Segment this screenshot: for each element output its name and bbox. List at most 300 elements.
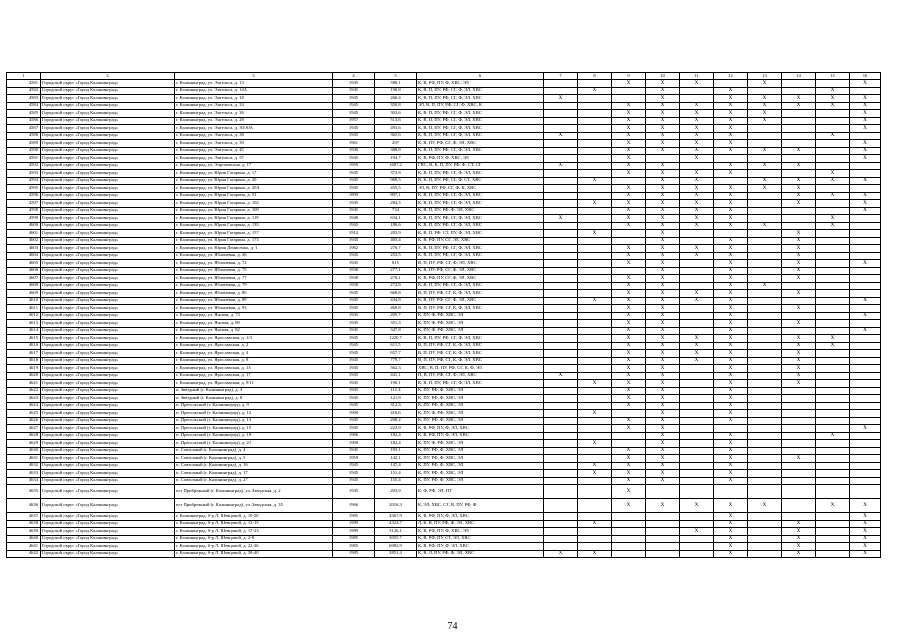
mark-cell (748, 342, 782, 350)
mark-cell (578, 110, 612, 118)
municipality-cell: Городской округ «Город Калининград» (41, 402, 175, 410)
mark-cell (748, 477, 782, 485)
mark-cell (816, 140, 850, 148)
mark-cell (578, 237, 612, 245)
mark-cell (646, 520, 680, 528)
mark-cell: Х (646, 342, 680, 350)
municipality-cell: Городской округ «Город Калининград» (41, 520, 175, 528)
mark-cell: Х (680, 290, 714, 298)
municipality-cell: Городской округ «Город Калининград» (41, 125, 175, 133)
mark-cell: Х (646, 417, 680, 425)
mark-cell: Х (646, 117, 680, 125)
mark-cell: Х (714, 147, 748, 155)
mark-cell: Х (612, 80, 646, 88)
mark-cell (816, 320, 850, 328)
mark-cell (816, 417, 850, 425)
mark-cell (748, 455, 782, 463)
mark-cell: Х (714, 535, 748, 543)
mark-cell: Х (782, 162, 816, 170)
mark-cell (646, 535, 680, 543)
year-cell: 1945 (333, 402, 375, 410)
mark-cell: Х (816, 342, 850, 350)
mark-cell: Х (612, 140, 646, 148)
mark-cell (850, 470, 881, 478)
municipality-cell: Городской округ «Город Калининград» (41, 215, 175, 223)
mark-cell (680, 320, 714, 328)
address-cell: г. Калининград, ул. Юрия Гагарина, д. 102 (175, 200, 333, 208)
address-cell: п. Совхозный (г. Калининград), д. 16 (175, 462, 333, 470)
municipality-cell: Городской округ «Город Калининград» (41, 222, 175, 230)
mark-cell: Х (578, 87, 612, 95)
year-cell: 1945 (333, 335, 375, 343)
mark-cell (680, 95, 714, 103)
mark-cell (578, 267, 612, 275)
mark-cell (782, 402, 816, 410)
mark-cell (680, 485, 714, 499)
mark-cell (544, 327, 578, 335)
mark-cell: Х (612, 372, 646, 380)
row-number-cell: 4624 (7, 402, 41, 410)
table-row (7, 125, 881, 133)
mark-cell (850, 342, 881, 350)
mark-cell (850, 162, 881, 170)
mark-cell: Х (714, 447, 748, 455)
municipality-cell: Городской округ «Город Калининград» (41, 252, 175, 260)
mark-cell (544, 513, 578, 521)
mark-cell (578, 147, 612, 155)
mark-cell: Х (714, 380, 748, 388)
table-row (7, 275, 881, 283)
mark-cell: Х (646, 425, 680, 433)
mark-cell (782, 499, 816, 513)
mark-cell: Х (748, 147, 782, 155)
mark-cell: Х (714, 387, 748, 395)
mark-cell: Х (714, 132, 748, 140)
mark-cell: Х (612, 402, 646, 410)
row-number-cell: 4613 (7, 320, 41, 328)
year-cell: 1985 (333, 543, 375, 551)
address-cell: г. Калининград, ул. Юрия Денисенко, д. 1 (175, 245, 333, 253)
mark-cell: Х (646, 80, 680, 88)
mark-cell: Х (646, 350, 680, 358)
mark-cell (748, 432, 782, 440)
mark-cell (680, 432, 714, 440)
mark-cell (646, 485, 680, 499)
mark-cell (816, 402, 850, 410)
table-row (7, 147, 881, 155)
table-row (7, 365, 881, 373)
table-row (7, 485, 881, 499)
column-number-cell: 16 (850, 73, 881, 80)
mark-cell: Х (714, 365, 748, 373)
table-row (7, 185, 881, 193)
address-cell: г. Калининград, ул. Энгельса, д. 28 (175, 117, 333, 125)
mark-cell: Х (714, 305, 748, 313)
mark-cell: Х (714, 462, 748, 470)
mark-cell: Х (646, 245, 680, 253)
table-row (7, 477, 881, 485)
work-types-cell: К, В, РФ, ПУ, Ф, ЭЛ, ХВС (417, 513, 544, 521)
mark-cell (782, 470, 816, 478)
work-types-cell: К, В, П, ПУ, РФ, СГ, Ф, ЭЛ, ХВС (417, 170, 544, 178)
year-cell: 1945 (333, 342, 375, 350)
table-row (7, 140, 881, 148)
municipality-cell: Городской округ «Город Калининград» (41, 177, 175, 185)
row-number-cell: 4612 (7, 312, 41, 320)
row-number-cell: 4581 (7, 80, 41, 88)
mark-cell (544, 230, 578, 238)
mark-cell (816, 230, 850, 238)
mark-cell (816, 365, 850, 373)
mark-cell (748, 155, 782, 163)
mark-cell: Х (714, 237, 748, 245)
mark-cell: Х (850, 80, 881, 88)
mark-cell (578, 387, 612, 395)
row-number-cell: 4618 (7, 357, 41, 365)
mark-cell (578, 252, 612, 260)
mark-cell (748, 543, 782, 551)
mark-cell (544, 155, 578, 163)
table-row (7, 535, 881, 543)
table-row (7, 207, 881, 215)
mark-cell: Х (646, 410, 680, 418)
mark-cell (816, 410, 850, 418)
row-number-cell: 4642 (7, 550, 41, 558)
mark-cell (544, 365, 578, 373)
area-cell: 223,9 (375, 425, 417, 433)
mark-cell: Х (544, 95, 578, 103)
mark-cell (816, 200, 850, 208)
municipality-cell: Городской округ «Город Калининград» (41, 80, 175, 88)
mark-cell: Х (782, 192, 816, 200)
work-types-cell: В, П, ПУ, РФ, СГ, К, Ф, ЭЛ, ХВС (417, 290, 544, 298)
mark-cell (748, 245, 782, 253)
table-row (7, 87, 881, 95)
municipality-cell: Городской округ «Город Калининград» (41, 410, 175, 418)
table-row (7, 282, 881, 290)
mark-cell (680, 455, 714, 463)
mark-cell: Х (612, 327, 646, 335)
mark-cell (850, 380, 881, 388)
mark-cell: Х (578, 200, 612, 208)
area-cell: 3055,7 (375, 535, 417, 543)
mark-cell: Х (646, 447, 680, 455)
municipality-cell: Городской округ «Город Калининград» (41, 342, 175, 350)
mark-cell: Х (680, 499, 714, 513)
work-types-cell: К, В, РФ, ПУ, Ф, ХВС, ЭЛ (417, 155, 544, 163)
address-cell: г. Калининград, ул. Яблоневая, д. 75 (175, 267, 333, 275)
mark-cell: Х (646, 222, 680, 230)
mark-cell: Х (646, 102, 680, 110)
row-number-cell: 4621 (7, 380, 41, 388)
mark-cell: Х (816, 499, 850, 513)
address-cell: г. Калининград, ул. Яблоневая, д. 79 (175, 282, 333, 290)
mark-cell: Х (680, 215, 714, 223)
area-cell: 779,7 (375, 357, 417, 365)
mark-cell: Х (714, 102, 748, 110)
year-cell: 1945 (333, 222, 375, 230)
table-row (7, 528, 881, 536)
row-number-cell: 4641 (7, 543, 41, 551)
mark-cell: Х (646, 177, 680, 185)
mark-cell (782, 117, 816, 125)
mark-cell: Х (646, 95, 680, 103)
row-number-cell: 4594 (7, 177, 41, 185)
mark-cell: Х (714, 320, 748, 328)
mark-cell (578, 372, 612, 380)
mark-cell (816, 125, 850, 133)
mark-cell (850, 185, 881, 193)
address-cell: пгт Прибрежный (г. Калининград), ул. Заводская, д. 2 (175, 485, 333, 499)
mark-cell: Х (850, 177, 881, 185)
mark-cell: Х (816, 335, 850, 343)
mark-cell (578, 417, 612, 425)
mark-cell: Х (612, 477, 646, 485)
work-types-cell: К, В, П, ПУ, РФ, СГ, Ф, ЭЛ, ХВС (417, 252, 544, 260)
area-cell: 4367,9 (375, 513, 417, 521)
mark-cell: Х (850, 147, 881, 155)
mark-cell (816, 380, 850, 388)
mark-cell: Х (612, 470, 646, 478)
mark-cell (748, 447, 782, 455)
mark-cell (544, 222, 578, 230)
mark-cell: Х (578, 440, 612, 448)
mark-cell: Х (612, 290, 646, 298)
mark-cell: Х (646, 215, 680, 223)
mark-cell (748, 357, 782, 365)
row-number-cell: 4619 (7, 365, 41, 373)
mark-cell (850, 447, 881, 455)
year-cell: 1945 (333, 350, 375, 358)
mark-cell (816, 357, 850, 365)
year-cell: 1961 (333, 140, 375, 148)
mark-cell (816, 485, 850, 499)
year-cell: 1945 (333, 320, 375, 328)
mark-cell (544, 147, 578, 155)
mark-cell: Х (612, 117, 646, 125)
row-number-cell: 4595 (7, 185, 41, 193)
mark-cell (578, 499, 612, 513)
mark-cell: Х (714, 350, 748, 358)
mark-cell (680, 477, 714, 485)
area-cell: 302,6 (375, 110, 417, 118)
mark-cell: Х (714, 207, 748, 215)
address-cell: п. Совхозный (г. Калининград), д. 27 (175, 477, 333, 485)
mark-cell: Х (612, 252, 646, 260)
year-cell: 1945 (333, 327, 375, 335)
mark-cell (748, 402, 782, 410)
mark-cell (578, 140, 612, 148)
table-row (7, 387, 881, 395)
municipality-cell: Городской округ «Город Калининград» (41, 147, 175, 155)
mark-cell (612, 543, 646, 551)
mark-cell: Х (646, 440, 680, 448)
area-cell: 190,1 (375, 380, 417, 388)
mark-cell: Х (646, 320, 680, 328)
mark-cell: Х (782, 535, 816, 543)
work-types-cell: К, В, РФ, ПУ, СТ, ЭЛ, ХВС (417, 535, 544, 543)
mark-cell (544, 275, 578, 283)
mark-cell (850, 290, 881, 298)
mark-cell: Х (714, 417, 748, 425)
area-cell: 3126,1 (375, 528, 417, 536)
mark-cell (850, 237, 881, 245)
municipality-cell: Городской округ «Город Калининград» (41, 440, 175, 448)
area-cell: 2016,3 (375, 499, 417, 513)
mark-cell (748, 535, 782, 543)
mark-cell (544, 245, 578, 253)
work-types-cell: К, ПУ, Ф, РФ, ХВС, ЭЛ (417, 312, 544, 320)
municipality-cell: Городской округ «Город Калининград» (41, 320, 175, 328)
mark-cell (612, 550, 646, 558)
mark-cell (782, 297, 816, 305)
mark-cell (680, 447, 714, 455)
row-number-cell: 4606 (7, 267, 41, 275)
area-cell: 3851,4 (375, 550, 417, 558)
table-row (7, 410, 881, 418)
mark-cell (680, 513, 714, 521)
year-cell: 1945 (333, 417, 375, 425)
municipality-cell: Городской округ «Город Калининград» (41, 335, 175, 343)
mark-cell: Х (612, 185, 646, 193)
mark-cell (680, 410, 714, 418)
mark-cell (578, 327, 612, 335)
mark-cell (646, 550, 680, 558)
column-number-cell: 5 (375, 73, 417, 80)
year-cell: 1966 (333, 432, 375, 440)
mark-cell (544, 520, 578, 528)
mark-cell: Х (646, 207, 680, 215)
work-types-cell: К, В, П, ПУ, РФ, СГ, Ф, ЭЛ, ХВС (417, 282, 544, 290)
work-types-cell: К, В, П, ПУ, РФ, СГ, Ф, ЭЛ, ХВС (417, 117, 544, 125)
area-cell: 276,7 (375, 245, 417, 253)
mark-cell: Х (850, 499, 881, 513)
municipality-cell: Городской округ «Город Калининград» (41, 327, 175, 335)
area-cell: 350,8 (375, 102, 417, 110)
mark-cell (544, 455, 578, 463)
mark-cell (816, 162, 850, 170)
municipality-cell: Городской округ «Город Калининград» (41, 395, 175, 403)
municipality-cell: Городской округ «Город Калининград» (41, 170, 175, 178)
year-cell: 1985 (333, 550, 375, 558)
mark-cell (850, 372, 881, 380)
mark-cell: Х (782, 237, 816, 245)
mark-cell (816, 245, 850, 253)
mark-cell (782, 327, 816, 335)
address-cell: п. Прегольский (г. Калининград), д. 13 (175, 417, 333, 425)
mark-cell (578, 290, 612, 298)
mark-cell: Х (714, 140, 748, 148)
row-number-cell: 4631 (7, 455, 41, 463)
area-cell: 373,8 (375, 170, 417, 178)
table-row (7, 543, 881, 551)
mark-cell (782, 312, 816, 320)
municipality-cell: Городской округ «Город Калининград» (41, 282, 175, 290)
mark-cell: Х (680, 177, 714, 185)
mark-cell: Х (646, 200, 680, 208)
mark-cell: Х (816, 222, 850, 230)
mark-cell: Х (816, 95, 850, 103)
address-cell: г. Калининград, ул. Юрия Гагарина, д. 109 (175, 207, 333, 215)
mark-cell (816, 425, 850, 433)
mark-cell (816, 455, 850, 463)
mark-cell (816, 550, 850, 558)
work-types-cell: К, ПУ, Ф, РФ, ХВС, ЭЛ (417, 440, 544, 448)
area-cell: 203,9 (375, 485, 417, 499)
mark-cell (782, 215, 816, 223)
mark-cell (816, 350, 850, 358)
mark-cell: Х (816, 192, 850, 200)
work-types-cell: ЭЛ, В, П, ПУ, РФ, СГ, Ф, ХВС, К (417, 102, 544, 110)
row-number-cell: 4599 (7, 215, 41, 223)
mark-cell (782, 80, 816, 88)
table-row (7, 110, 881, 118)
area-cell: 253,5 (375, 252, 417, 260)
municipality-cell: Городской округ «Город Калининград» (41, 185, 175, 193)
municipality-cell: Городской округ «Город Калининград» (41, 499, 175, 513)
mark-cell: Х (680, 80, 714, 88)
mark-cell (748, 267, 782, 275)
address-cell: г. Калининград, ул. Энгельса, д. 39 (175, 140, 333, 148)
column-number-cell: 12 (714, 73, 748, 80)
mark-cell: Х (850, 155, 881, 163)
mark-cell (680, 237, 714, 245)
mark-cell: Х (782, 290, 816, 298)
area-cell: 283,9 (375, 230, 417, 238)
mark-cell (680, 402, 714, 410)
municipality-cell: Городской округ «Город Калининград» (41, 513, 175, 521)
mark-cell: Х (646, 372, 680, 380)
mark-cell (748, 230, 782, 238)
municipality-cell: Городской округ «Город Калининград» (41, 462, 175, 470)
mark-cell: Х (612, 335, 646, 343)
year-cell: 1945 (333, 312, 375, 320)
municipality-cell: Городской округ «Город Калининград» (41, 485, 175, 499)
table-row (7, 260, 881, 268)
table-row (7, 297, 881, 305)
mark-cell (816, 297, 850, 305)
mark-cell: Х (680, 155, 714, 163)
mark-cell (578, 80, 612, 88)
mark-cell (544, 425, 578, 433)
mark-cell (782, 395, 816, 403)
year-cell: 1945 (333, 470, 375, 478)
row-number-cell: 4615 (7, 335, 41, 343)
mark-cell: Х (612, 222, 646, 230)
mark-cell (816, 305, 850, 313)
work-types-cell: К, В, П, ПУ, РФ, СГ, Ф, ЭЛ, ХВС (417, 245, 544, 253)
mark-cell: Х (782, 528, 816, 536)
mark-cell (612, 230, 646, 238)
mark-cell: Х (612, 350, 646, 358)
work-types-cell: К, В, П, ПУ, РФ, СГ, Ф, ЭЛ, ХВС (417, 147, 544, 155)
work-types-cell: К, В, П, ПУ, РФ, СГ, Ф, ЭЛ, ХВС (417, 95, 544, 103)
row-number-cell: 4622 (7, 387, 41, 395)
mark-cell (578, 282, 612, 290)
row-number-cell: 4636 (7, 499, 41, 513)
mark-cell: Х (714, 185, 748, 193)
table-row (7, 447, 881, 455)
mark-cell (850, 245, 881, 253)
area-cell: 208,2 (375, 417, 417, 425)
mark-cell (544, 200, 578, 208)
municipality-cell: Городской округ «Город Калининград» (41, 110, 175, 118)
mark-cell: Х (646, 305, 680, 313)
address-cell: г. Калининград, ул. Юрия Гагарина, д. 173 (175, 237, 333, 245)
mark-cell: Х (612, 245, 646, 253)
mark-cell (748, 207, 782, 215)
area-cell: 284,5 (375, 200, 417, 208)
